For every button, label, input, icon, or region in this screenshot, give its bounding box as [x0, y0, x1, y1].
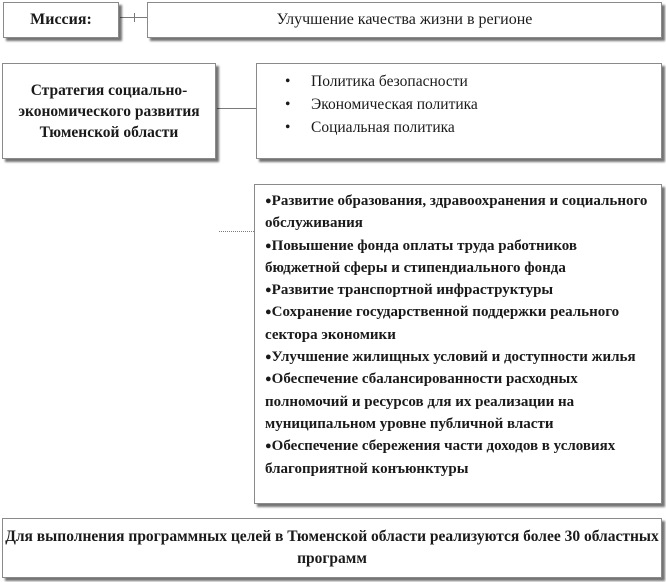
list-item: ●Улучшение жилищных условий и доступности жилья — [265, 349, 636, 366]
footer-box — [2, 518, 662, 578]
mission-connector-tick — [134, 13, 135, 22]
list-item: ●Развитие образования, здравоохранения и социального обслуживания — [265, 193, 648, 232]
list-item: • Политика безопасности — [285, 70, 661, 93]
bullet-icon: • — [285, 96, 291, 113]
bullet-icon: ● — [265, 440, 272, 453]
bullet-icon: ● — [265, 373, 272, 386]
list-item: • Экономическая политика — [285, 93, 661, 116]
mission-label: Миссия: — [30, 11, 92, 28]
bullet-icon: ● — [265, 306, 272, 319]
bullet-icon: ● — [265, 351, 272, 364]
bullet-icon: • — [285, 73, 291, 90]
footer-text: Для выполнения программных целей в Тюменской области реализуются более 30 областных программ — [5, 528, 659, 567]
policies-list — [257, 64, 661, 139]
goals-list — [255, 185, 661, 480]
bullet-icon: ● — [265, 239, 272, 252]
strategy-box — [2, 63, 216, 159]
list-item: ●Обеспечение сбережения части доходов в условиях благоприятной конъюнктуры — [265, 438, 616, 477]
list-item: ●Обеспечение сбалансированности расходных полномочий и ресурсов для их реализации на муниципальном уровне публичной власти — [265, 371, 578, 432]
list-item: ●Сохранение государственной поддержки реального сектора экономики — [265, 304, 620, 343]
list-item: ●Развитие транспортной инфраструктуры — [265, 282, 554, 299]
list-item: ●Повышение фонда оплаты труда работников бюджетной сферы и стипендиального фонда — [265, 237, 577, 276]
mission-text: Улучшение качества жизни в регионе — [276, 11, 533, 28]
strategy-title: Стратегия социально-экономического развития Тюменской области — [18, 81, 200, 141]
strategy-connector — [217, 108, 256, 109]
mission-text-box — [147, 2, 662, 38]
bullet-icon: ● — [265, 284, 272, 297]
mission-label-box — [3, 2, 119, 38]
goals-box — [254, 184, 662, 504]
policies-box — [256, 63, 662, 159]
list-item: • Социальная политика — [285, 116, 661, 139]
goals-connector — [219, 231, 254, 232]
bullet-icon: • — [285, 119, 291, 136]
bullet-icon: ● — [265, 195, 272, 207]
